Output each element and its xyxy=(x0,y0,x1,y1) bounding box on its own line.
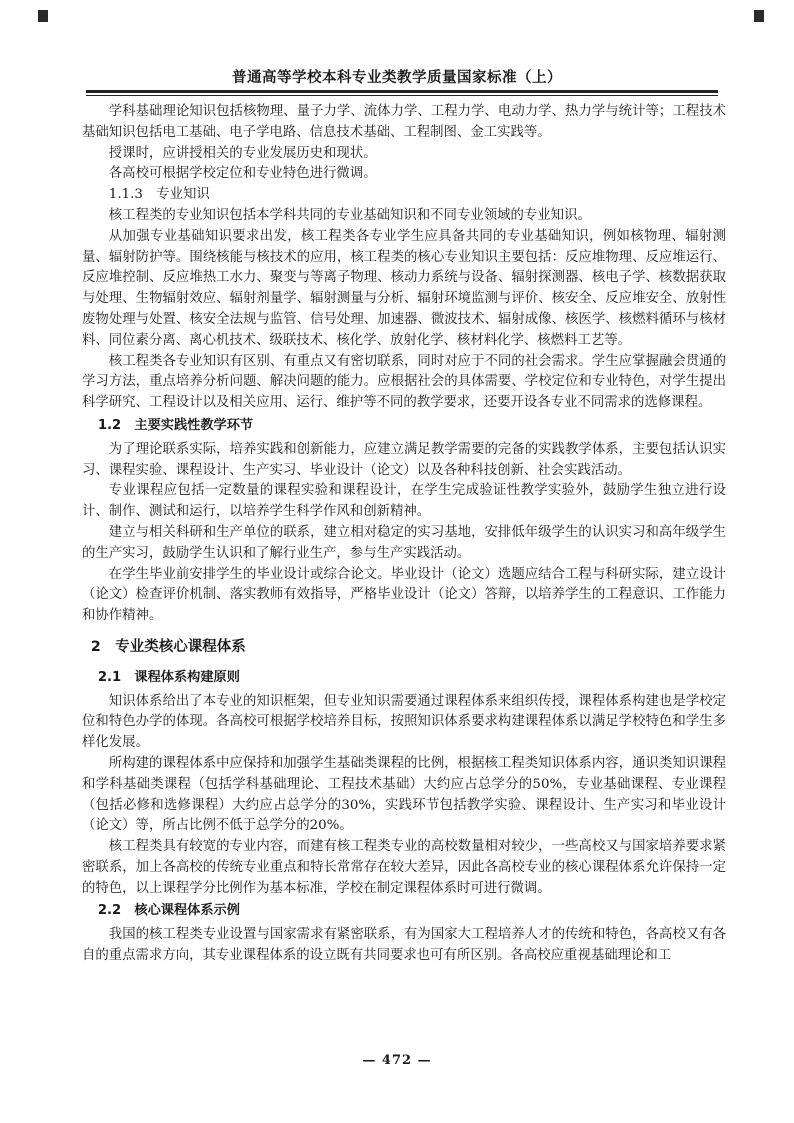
page-number: — 472 — xyxy=(362,1053,432,1068)
header-rule-thick xyxy=(86,90,718,93)
heading-1-2: 1.2 主要实践性教学环节 xyxy=(97,417,254,433)
paragraph: 授课时，应讲授相关的专业发展历史和现状。 xyxy=(108,145,377,161)
heading-2: 2 专业类核心课程体系 xyxy=(90,638,246,655)
paragraph: 从加强专业基础知识要求出发，核工程类各专业学生应具备共同的专业基础知识，例如核物理、辐射测量、辐射防护等。围绕核能与核技术的应用，核工程类的核心专业知识主要包括：反应堆物理、反应堆运行、反应堆控制、反应堆热工水力、聚变与等离子物理、核动力系统与设备、辐射探测器、核电子学、核数据获取与处理、生物辐射效应、辐射剂量学、辐射测量与分析、辐射环境监测与评价、核安全、反应堆安全、放射性废物处理与处置、核安全法规与监管、信号处理、加速器、微波技术、辐射成像、核医学、核燃料循环与核材料、同位素分离、离心机技术、级联技术、核化学、放射化学、核材料化学、核燃料工艺等。 xyxy=(82,228,726,348)
scan-corner-mark xyxy=(754,10,764,22)
paragraph: 我国的核工程类专业设置与国家需求有紧密联系，有为国家大工程培养人才的传统和特色，各高校又有各自的重点需求方向，其专业课程体系的设立既有共同要求也可有所区别。各高校应重视基础理论和工 xyxy=(82,927,726,964)
header-rule-thin xyxy=(86,95,718,96)
running-header: 普通高等学校本科专业类教学质量国家标准（上） xyxy=(232,70,562,86)
heading-1-1-3: 1.1.3 专业知识 xyxy=(108,187,210,203)
paragraph: 为了理论联系实际，培养实践和创新能力，应建立满足教学需要的完备的实践教学体系，主要包括认识实习、课程实验、课程设计、生产实习、毕业设计（论文）以及各种科技创新、社会实践活动。 xyxy=(82,441,726,478)
heading-2-2: 2.2 核心课程体系示例 xyxy=(97,903,240,919)
paragraph: 知识体系给出了本专业的知识框架，但专业知识需要通过课程体系来组织传授，课程体系构建也是学校定位和特色办学的体现。各高校可根据学校培养目标，按照知识体系要求构建课程体系以满足学校特色和学生多样化发展。 xyxy=(82,693,726,751)
heading-2-1: 2.1 课程体系构建原则 xyxy=(97,669,240,685)
paragraph: 核工程类具有较宽的专业内容，而建有核工程类专业的高校数量相对较少，一些高校又与国家培养要求紧密联系，加上各高校的传统专业重点和特长常常存在较大差异，因此各高校专业的核心课程体系允许保持一定的特色，以上课程学分比例作为基本标准，学校在制定课程体系时可进行微调。 xyxy=(82,839,726,896)
paragraph: 学科基础理论知识包括核物理、量子力学、流体力学、工程力学、电动力学、热力学与统计等；工程技术基础知识包括电工基础、电子学电路、信息技术基础、工程制图、金工实践等。 xyxy=(82,104,726,140)
paragraph: 各高校可根据学校定位和专业特色进行微调。 xyxy=(108,166,377,182)
paragraph: 建立与相关科研和生产单位的联系，建立相对稳定的实习基地，安排低年级学生的认识实习和高年级学生的生产实习，鼓励学生认识和了解行业生产，参与生产实践活动。 xyxy=(82,524,726,561)
paragraph: 所构建的课程体系中应保持和加强学生基础类课程的比例，根据核工程类知识体系内容，通识类知识课程和学科基础类课程（包括学科基础理论、工程技术基础）大约应占总学分的50%，专业基础课程、专业课程（包括必修和选修课程）大约应占总学分的30%，实践环节包括教学实验、课程设计、生产实习和毕业设计（论文）等，所占比例不低于总学分的20%。 xyxy=(82,755,726,834)
paragraph: 在学生毕业前安排学生的毕业设计或综合论文。毕业设计（论文）选题应结合工程与科研实际，建立设计（论文）检查评价机制、落实教师有效指导，严格毕业设计（论文）答辩，以培养学生的工程意识、工作能力和协作精神。 xyxy=(82,566,726,624)
paragraph: 核工程类各专业知识有区别、有重点又有密切联系，同时对应于不同的社会需求。学生应掌握融会贯通的学习方法，重点培养分析问题、解决问题的能力。应根据社会的具体需要、学校定位和专业特色，对学生提出科学研究、工程设计以及相关应用、运行、维护等不同的教学要求，还要开设各专业不同需求的选修课程。 xyxy=(82,353,726,411)
scan-corner-mark xyxy=(38,10,48,22)
body-text xyxy=(82,102,726,967)
paragraph: 专业课程应包括一定数量的课程实验和课程设计，在学生完成验证性教学实验外，鼓励学生独立进行设计、制作、测试和运行，以培养学生科学作风和创新精神。 xyxy=(82,483,726,520)
paragraph: 核工程类的专业知识包括本学科共同的专业基础知识和不同专业领域的专业知识。 xyxy=(108,207,591,223)
